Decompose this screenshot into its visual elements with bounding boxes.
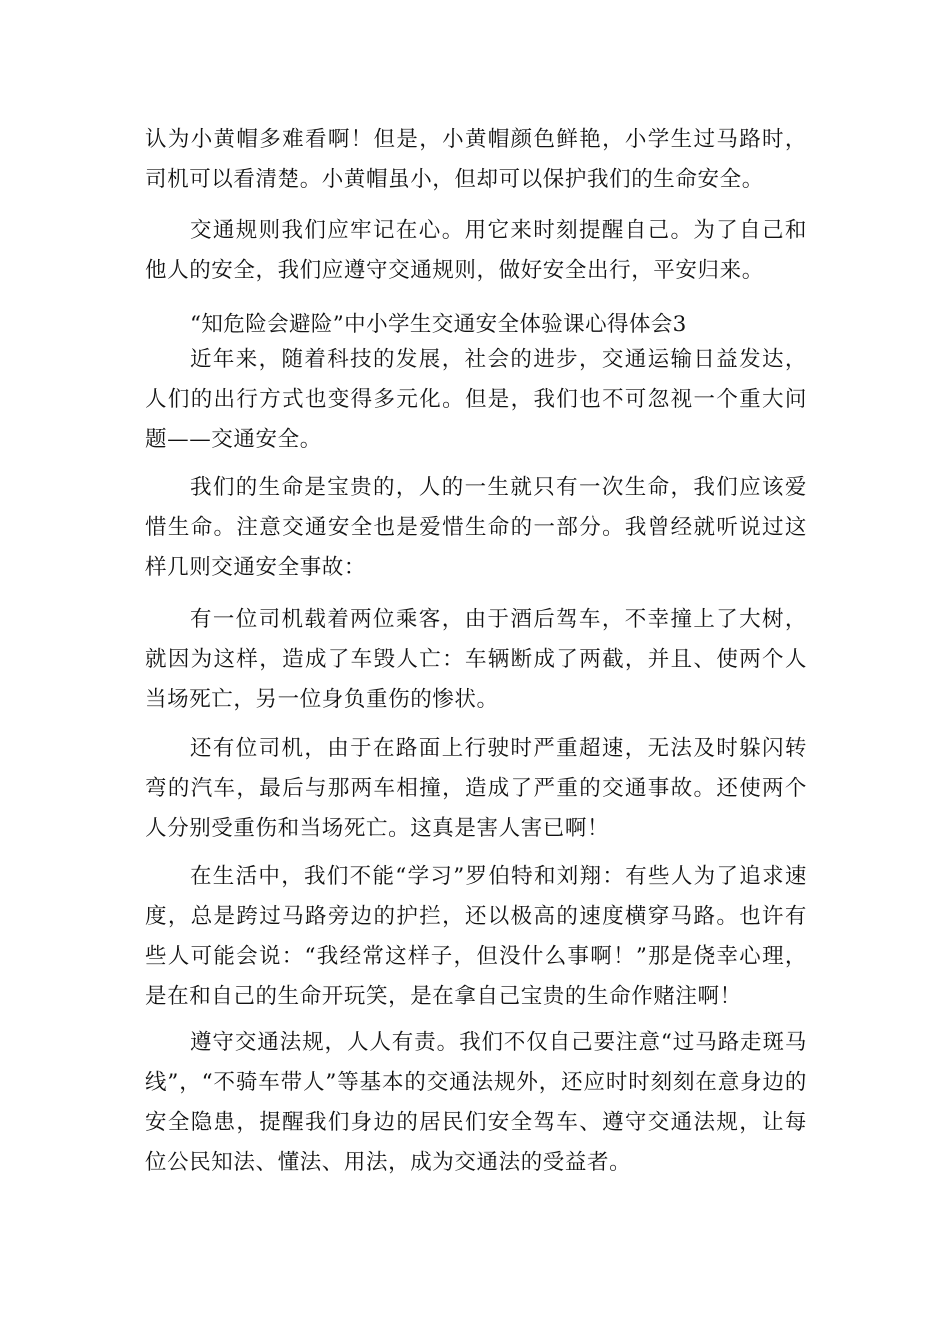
paragraph-speeding: 还有位司机，由于在路面上行驶时严重超速，无法及时躲闪转弯的汽车，最后与那两车相撞，造成了严重的交通事故。还使两个人分别受重伤和当场死亡。这真是害人害已啊！ <box>145 736 807 841</box>
paragraph-yellow-hat: 认为小黄帽多难看啊！但是，小黄帽颜色鲜艳，小学生过马路时，司机可以看清楚。小黄帽虽小，但却可以保护我们的生命安全。 <box>145 127 807 192</box>
paragraph-obey-laws: 遵守交通法规，人人有责。我们不仅自己要注意“过马路走斑马线”，“不骑车带人”等基本的交通法规外，还应时时刻刻在意身边的安全隐患，提醒我们身边的居民们安全驾车、遵守交通法规，让每位公民知法、懂法、用法，成为交通法的受益者。 <box>145 1030 807 1175</box>
paragraph-drunk-driving: 有一位司机载着两位乘客，由于酒后驾车，不幸撞上了大树，就因为这样，造成了车毁人亡：车辆断成了两截，并且、使两个人当场死亡，另一位身负重伤的惨状。 <box>145 607 807 712</box>
paragraph-traffic-rules: 交通规则我们应牢记在心。用它来时刻提醒自己。为了自己和他人的安全，我们应遵守交通规则，做好安全出行，平安归来。 <box>145 218 807 283</box>
paragraph-intro: 近年来，随着科技的发展，社会的进步，交通运输日益发达，人们的出行方式也变得多元化。但是，我们也不可忽视一个重大问题——交通安全。 <box>145 347 807 452</box>
paragraph-life-precious: 我们的生命是宝贵的，人的一生就只有一次生命，我们应该爱惜生命。注意交通安全也是爱惜生命的一部分。我曾经就听说过这样几则交通安全事故： <box>145 475 807 580</box>
section-title: “知危险会避险”中小学生交通安全体验课心得体会3 <box>190 312 687 337</box>
paragraph-crossing-road: 在生活中，我们不能“学习”罗伯特和刘翔：有些人为了追求速度，总是跨过马路旁边的护拦，还以极高的速度横穿马路。也许有些人可能会说：“我经常这样子，但没什么事啊！”那是侥幸心理，是在和自己的生命开玩笑，是在拿自己宝贵的生命作赌注啊！ <box>145 864 807 1009</box>
